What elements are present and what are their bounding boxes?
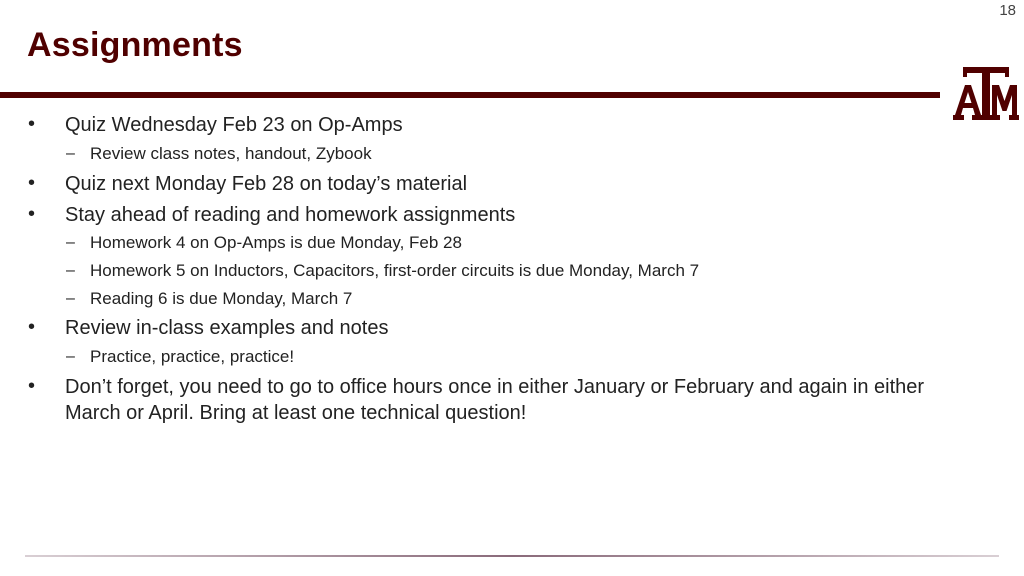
sub-bullet-marker: –: [66, 262, 75, 279]
bullet-marker: •: [28, 203, 36, 225]
sub-bullet-text: Review class notes, handout, Zybook: [90, 144, 372, 163]
bullet-text: Don’t forget, you need to go to office hours once in either January or February and again in either March or April. Bring at least one technical question!: [65, 376, 925, 424]
sub-bullet-marker: –: [66, 145, 75, 162]
bullet-text: Quiz Wednesday Feb 23 on Op-Amps: [65, 114, 403, 136]
sub-bullet-text: Homework 5 on Inductors, Capacitors, first-order circuits is due Monday, March 7: [90, 261, 700, 280]
slide-title: Assignments: [27, 26, 243, 64]
bullet-text: Quiz next Monday Feb 28 on today’s material: [65, 173, 468, 195]
sub-bullet-marker: –: [66, 234, 75, 251]
slide-number: 18: [999, 2, 1016, 19]
sub-bullet-text: Homework 4 on Op-Amps is due Monday, Feb 28: [90, 233, 462, 252]
sub-bullet-marker: –: [66, 348, 75, 365]
bullet-marker: •: [28, 113, 36, 135]
bullet-marker: •: [28, 172, 36, 194]
sub-bullet-marker: –: [66, 290, 75, 307]
bullet-text: Review in-class examples and notes: [65, 317, 389, 339]
sub-bullet-text: Reading 6 is due Monday, March 7: [90, 289, 353, 308]
bullet-marker: •: [28, 375, 36, 397]
bullet-marker: •: [28, 316, 36, 338]
bullet-text: Stay ahead of reading and homework assignments: [65, 204, 516, 226]
registered-mark: ®: [992, 116, 997, 122]
footer-divider: [25, 555, 999, 557]
sub-bullet-text: Practice, practice, practice!: [90, 347, 295, 366]
